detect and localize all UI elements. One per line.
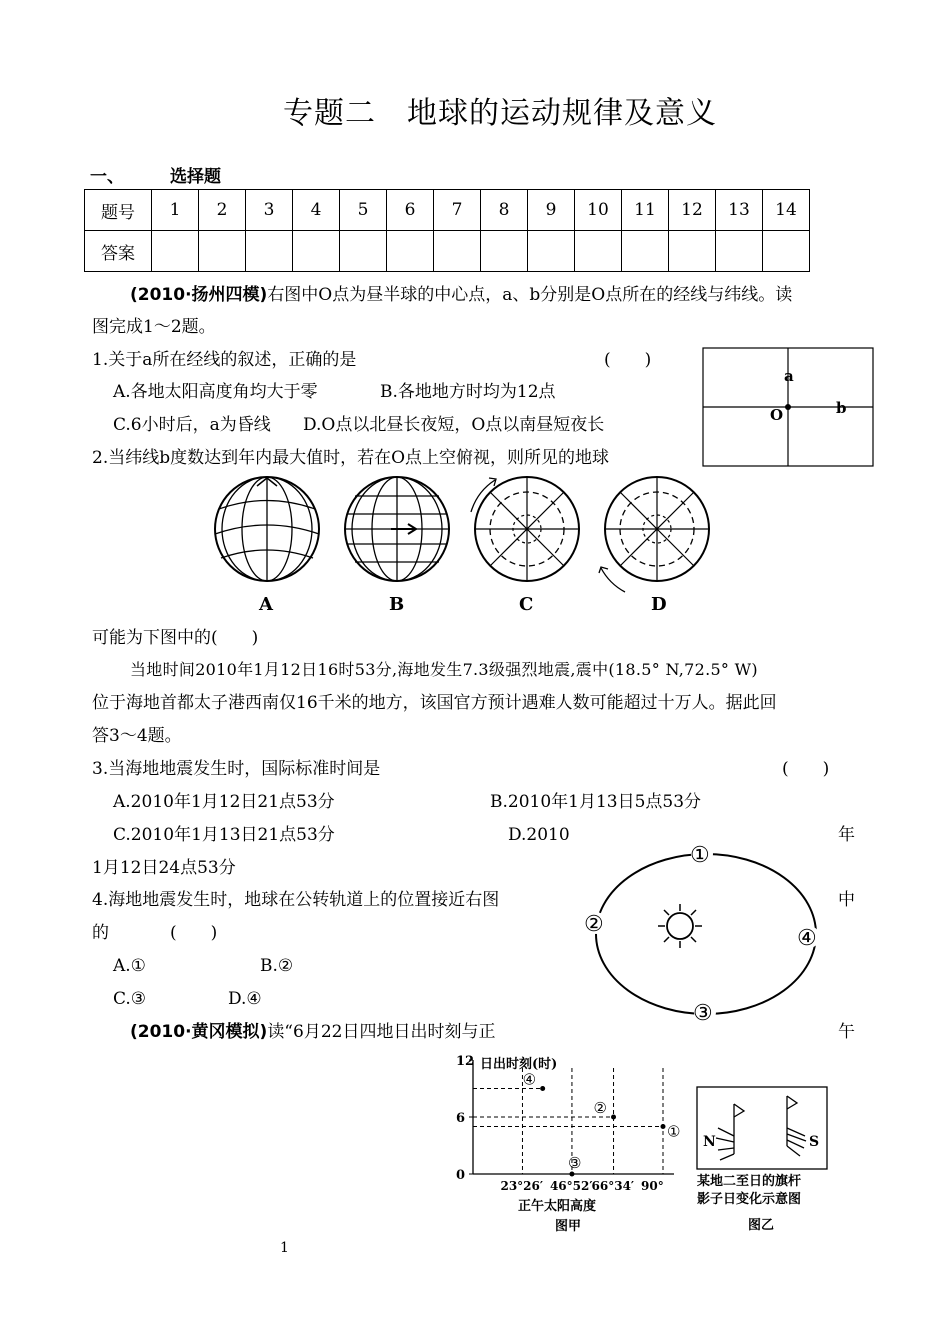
question-3-stem: 3.当海地地震发生时，国际标准时间是 xyxy=(92,759,381,779)
data-label: ② xyxy=(593,1099,607,1117)
question-1-option-d[interactable]: D.O点以北昼长夜短，O点以南昼短夜长 xyxy=(303,415,605,435)
table-row xyxy=(85,190,810,231)
data-point xyxy=(569,1172,574,1177)
table-cell: 14 xyxy=(763,190,810,231)
answer-cell[interactable] xyxy=(152,231,199,272)
question-3-option-d[interactable]: D.2010 xyxy=(508,825,570,845)
x-tick-label: 23°26′ xyxy=(500,1179,544,1193)
source-label: (2010·黄冈模拟) xyxy=(130,1022,268,1042)
question-3-option-b[interactable]: B.2010年1月13日5点53分 xyxy=(490,792,702,812)
table-cell: 6 xyxy=(387,190,434,231)
table-cell: 11 xyxy=(622,190,669,231)
question-4-stem: 4.海地地震发生时，地球在公转轨道上的位置接近右图 xyxy=(92,890,500,910)
answer-cell[interactable] xyxy=(293,231,340,272)
data-label: ① xyxy=(667,1122,681,1141)
y-axis-title: 日出时刻(时) xyxy=(480,1057,558,1072)
answer-cell[interactable] xyxy=(716,231,763,272)
table-cell: 10 xyxy=(575,190,622,231)
x-tick-label: 90° xyxy=(641,1179,664,1193)
y-tick-label: 6 xyxy=(456,1111,466,1126)
question-1-bracket: ( ) xyxy=(604,350,652,370)
figure-label: 图乙 xyxy=(748,1218,775,1233)
orbit-label: ④ xyxy=(797,926,817,951)
question-4-option-c[interactable]: C.③ xyxy=(113,989,147,1009)
orbit-label: ③ xyxy=(693,1001,713,1026)
question-1-option-c[interactable]: C.6小时后，a为昏线 xyxy=(113,415,271,435)
answer-cell[interactable] xyxy=(669,231,716,272)
question-1-stem: 1.关于a所在经线的叙述，正确的是 xyxy=(92,350,357,370)
globe-a[interactable] xyxy=(215,477,319,615)
page-number: 1 xyxy=(280,1240,289,1256)
answer-cell[interactable] xyxy=(763,231,810,272)
point-o xyxy=(785,404,791,410)
question-2-stem: 2.当纬线b度数达到年内最大值时，若在O点上空俯视，则所见的地球 xyxy=(92,448,610,468)
question-4-option-b[interactable]: B.② xyxy=(260,956,294,976)
label-s: S xyxy=(809,1134,820,1150)
intro-2-line-2: 位于海地首都太子港西南仅16千米的地方，该国官方预计遇难人数可能超过十万人。据此回 xyxy=(92,693,777,713)
orbit-figure xyxy=(580,838,830,1028)
meridian-parallel-figure xyxy=(700,346,876,470)
orbit-label: ② xyxy=(584,912,604,937)
answer-cell[interactable] xyxy=(199,231,246,272)
data-label: ④ xyxy=(522,1070,537,1089)
answer-cell[interactable] xyxy=(575,231,622,272)
table-row-label: 答案 xyxy=(85,231,152,272)
label-b: b xyxy=(836,399,847,417)
flagpole-figure xyxy=(694,1084,834,1236)
intro-2-line-1: 当地时间2010年1月12日16时53分,海地发生7.3级强烈地震,震中(18.5° N,72.5° W) xyxy=(130,660,758,679)
table-cell: 9 xyxy=(528,190,575,231)
sunrise-chart xyxy=(444,1048,694,1238)
table-cell: 13 xyxy=(716,190,763,231)
table-cell: 4 xyxy=(293,190,340,231)
chart-caption: 图甲 xyxy=(555,1219,582,1234)
intro-text: 右图中O点为昼半球的中心点，a、b分别是O点所在的经线与纬线。读 xyxy=(267,285,793,305)
answer-cell[interactable] xyxy=(528,231,575,272)
flag-icon xyxy=(787,1096,806,1156)
table-cell: 7 xyxy=(434,190,481,231)
orbit-position-2[interactable] xyxy=(584,912,607,937)
table-cell: 8 xyxy=(481,190,528,231)
data-point xyxy=(661,1124,666,1129)
question-3-option-d-end: 1月12日24点53分 xyxy=(92,858,236,878)
orbit-ellipse xyxy=(596,854,816,1014)
intro-3-end: 午 xyxy=(838,1022,855,1042)
question-1-option-b[interactable]: B.各地地方时均为12点 xyxy=(380,382,556,402)
intro-1-line-1 xyxy=(130,284,792,306)
sun-icon xyxy=(658,904,702,948)
orbit-position-1[interactable] xyxy=(690,843,713,868)
answer-cell[interactable] xyxy=(622,231,669,272)
question-4-stem-2: 的 xyxy=(92,923,109,943)
globe-b[interactable] xyxy=(345,477,449,615)
question-1-option-a[interactable]: A.各地太阳高度角均大于零 xyxy=(113,382,318,402)
answer-cell[interactable] xyxy=(481,231,528,272)
globes-figure xyxy=(205,474,725,618)
label-o: O xyxy=(770,406,784,424)
label-n: N xyxy=(703,1134,716,1150)
question-3-option-a[interactable]: A.2010年1月12日21点53分 xyxy=(113,792,335,812)
page-title: 专题二 地球的运动规律及意义 xyxy=(283,96,717,131)
intro-3-line xyxy=(130,1021,495,1043)
data-label: ③ xyxy=(567,1154,582,1172)
orbit-position-4[interactable] xyxy=(797,926,820,951)
question-3-option-d-cont: 年 xyxy=(838,825,855,845)
answer-cell[interactable] xyxy=(246,231,293,272)
question-3-bracket: ( ) xyxy=(782,759,830,779)
intro-text: 读“6月22日四地日出时刻与正 xyxy=(267,1022,496,1042)
table-cell: 12 xyxy=(669,190,716,231)
globe-c[interactable] xyxy=(471,477,579,615)
intro-1-line-2: 图完成1～2题。 xyxy=(92,317,216,337)
globe-d[interactable] xyxy=(599,477,709,615)
y-tick-label: 12 xyxy=(456,1054,475,1069)
y-tick-label: 0 xyxy=(456,1168,466,1183)
answer-cell[interactable] xyxy=(340,231,387,272)
section-number: 一、 xyxy=(90,167,124,187)
figure-frame xyxy=(697,1087,827,1169)
orbit-position-3[interactable] xyxy=(693,1001,716,1026)
table-row-label: 题号 xyxy=(85,190,152,231)
table-cell: 2 xyxy=(199,190,246,231)
question-4-option-a[interactable]: A.① xyxy=(113,956,146,976)
data-point xyxy=(611,1115,616,1120)
globe-label: B xyxy=(389,594,405,615)
source-label: (2010·扬州四模) xyxy=(130,285,268,305)
flag-icon xyxy=(716,1104,744,1160)
orbit-label: ① xyxy=(690,843,710,868)
x-tick-label: 46°52′ xyxy=(549,1179,593,1193)
figure-caption-line-1: 某地二至日的旗杆 xyxy=(697,1174,802,1189)
answer-cell[interactable] xyxy=(387,231,434,272)
globe-label: C xyxy=(519,594,534,615)
table-row xyxy=(85,231,810,272)
globe-label: A xyxy=(259,594,273,615)
table-cell: 1 xyxy=(152,190,199,231)
data-point xyxy=(540,1086,545,1091)
intro-2-line-3: 答3～4题。 xyxy=(92,726,182,746)
table-cell: 3 xyxy=(246,190,293,231)
question-3-option-c[interactable]: C.2010年1月13日21点53分 xyxy=(113,825,335,845)
question-4-stem-end: 中 xyxy=(838,890,855,910)
x-tick-label: 66°34′ xyxy=(591,1179,635,1193)
question-4-bracket: ( ) xyxy=(170,923,218,943)
globe-label: D xyxy=(651,594,667,615)
figure-caption-line-2: 影子日变化示意图 xyxy=(697,1192,802,1207)
question-4-option-d[interactable]: D.④ xyxy=(228,989,262,1009)
answer-cell[interactable] xyxy=(434,231,481,272)
x-axis-title: 正午太阳高度 xyxy=(518,1199,597,1214)
label-a: a xyxy=(784,367,794,385)
question-2-stem-end: 可能为下图中的( ) xyxy=(92,628,259,648)
section-name: 选择题 xyxy=(170,167,221,187)
answer-table xyxy=(84,189,810,272)
table-cell: 5 xyxy=(340,190,387,231)
